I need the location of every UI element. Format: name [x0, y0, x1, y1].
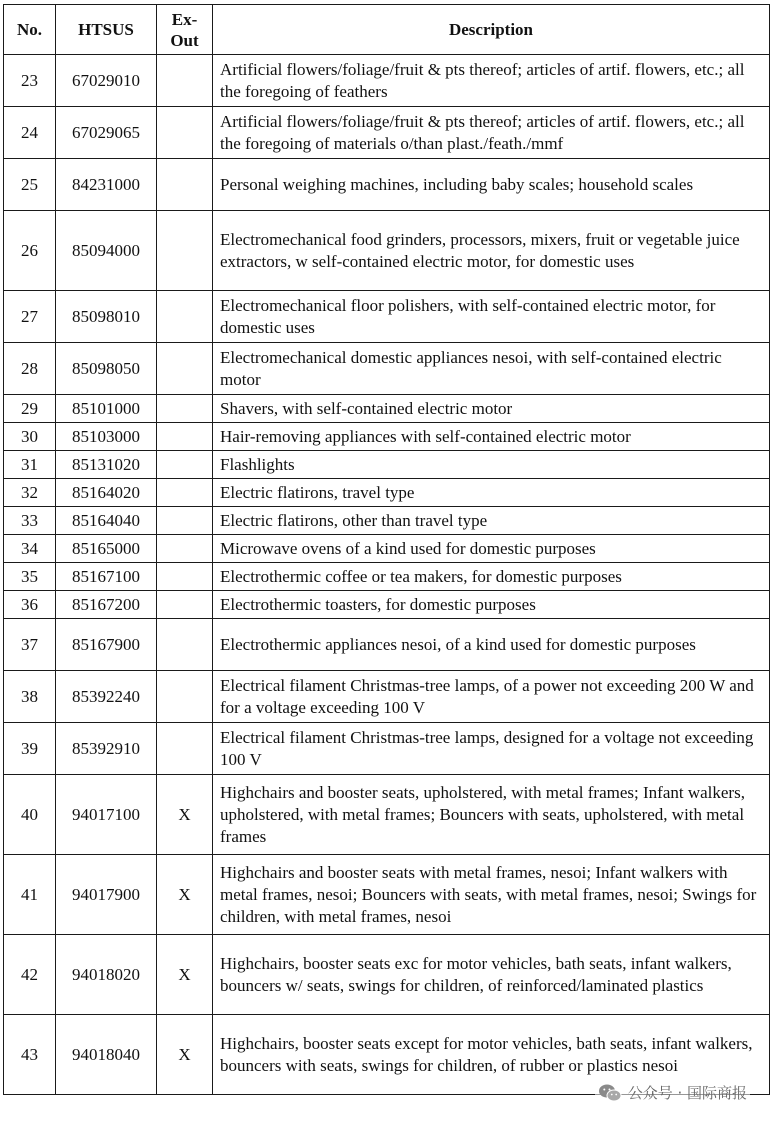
cell-no: 30 — [4, 423, 56, 451]
table-row — [4, 671, 770, 723]
cell-no: 35 — [4, 563, 56, 591]
cell-ex-out — [157, 563, 213, 591]
cell-description: Artificial flowers/foliage/fruit & pts thereof; articles of artif. flowers, etc.; all the foregoing of feathers — [213, 55, 770, 107]
cell-description: Electrothermic coffee or tea makers, for domestic purposes — [213, 563, 770, 591]
table-row — [4, 451, 770, 479]
cell-description: Shavers, with self-contained electric motor — [213, 395, 770, 423]
cell-ex-out — [157, 535, 213, 563]
cell-description: Electromechanical floor polishers, with self-contained electric motor, for domestic uses — [213, 291, 770, 343]
cell-htsus: 85094000 — [56, 211, 157, 291]
cell-htsus: 94018040 — [56, 1015, 157, 1095]
cell-description: Personal weighing machines, including baby scales; household scales — [213, 159, 770, 211]
cell-description: Electromechanical domestic appliances nesoi, with self-contained electric motor — [213, 343, 770, 395]
cell-htsus: 85164040 — [56, 507, 157, 535]
header-description: Description — [213, 5, 770, 55]
header-ex-out-line2: Out — [170, 30, 199, 50]
cell-no: 38 — [4, 671, 56, 723]
cell-description: Electric flatirons, travel type — [213, 479, 770, 507]
cell-htsus: 85165000 — [56, 535, 157, 563]
cell-ex-out: X — [157, 775, 213, 855]
cell-htsus: 94017900 — [56, 855, 157, 935]
table-row — [4, 291, 770, 343]
cell-ex-out — [157, 423, 213, 451]
cell-description: Hair-removing appliances with self-contained electric motor — [213, 423, 770, 451]
cell-no: 31 — [4, 451, 56, 479]
cell-no: 41 — [4, 855, 56, 935]
cell-ex-out: X — [157, 935, 213, 1015]
cell-ex-out — [157, 343, 213, 395]
cell-ex-out — [157, 107, 213, 159]
cell-ex-out — [157, 159, 213, 211]
cell-ex-out — [157, 395, 213, 423]
cell-ex-out — [157, 619, 213, 671]
cell-no: 33 — [4, 507, 56, 535]
cell-ex-out — [157, 671, 213, 723]
cell-htsus: 85103000 — [56, 423, 157, 451]
cell-htsus: 85167100 — [56, 563, 157, 591]
cell-no: 42 — [4, 935, 56, 1015]
wechat-icon — [598, 1083, 622, 1103]
cell-no: 26 — [4, 211, 56, 291]
cell-no: 39 — [4, 723, 56, 775]
table-row — [4, 55, 770, 107]
table-row — [4, 935, 770, 1015]
table-row — [4, 535, 770, 563]
cell-ex-out: X — [157, 1015, 213, 1095]
cell-no: 28 — [4, 343, 56, 395]
table-row — [4, 343, 770, 395]
table-row — [4, 563, 770, 591]
cell-no: 40 — [4, 775, 56, 855]
cell-description: Electrical filament Christmas-tree lamps, designed for a voltage not exceeding 100 V — [213, 723, 770, 775]
header-htsus: HTSUS — [56, 5, 157, 55]
cell-htsus: 85392240 — [56, 671, 157, 723]
cell-description: Electrothermic toasters, for domestic purposes — [213, 591, 770, 619]
watermark-text: 公众号 · 国际商报 — [627, 1084, 747, 1102]
cell-htsus: 94018020 — [56, 935, 157, 1015]
header-ex-out-line1: Ex- — [171, 9, 198, 29]
cell-htsus: 85098010 — [56, 291, 157, 343]
cell-ex-out — [157, 451, 213, 479]
cell-htsus: 85098050 — [56, 343, 157, 395]
cell-no: 36 — [4, 591, 56, 619]
table-row — [4, 395, 770, 423]
cell-no: 43 — [4, 1015, 56, 1095]
cell-htsus: 67029010 — [56, 55, 157, 107]
cell-htsus: 85101000 — [56, 395, 157, 423]
cell-htsus: 84231000 — [56, 159, 157, 211]
cell-htsus: 94017100 — [56, 775, 157, 855]
cell-htsus: 85131020 — [56, 451, 157, 479]
table-row — [4, 855, 770, 935]
cell-no: 34 — [4, 535, 56, 563]
table-row — [4, 107, 770, 159]
table-header-row — [4, 5, 770, 55]
cell-description: Highchairs and booster seats, upholstered, with metal frames; Infant walkers, upholstered, with metal frames; Bouncers with seats, upholstered, with metal frames — [213, 775, 770, 855]
cell-description: Electrical filament Christmas-tree lamps, of a power not exceeding 200 W and for a voltage exceeding 100 V — [213, 671, 770, 723]
cell-no: 27 — [4, 291, 56, 343]
cell-description: Artificial flowers/foliage/fruit & pts thereof; articles of artif. flowers, etc.; all the foregoing of materials o/than plast./feath./mmf — [213, 107, 770, 159]
cell-description: Electromechanical food grinders, processors, mixers, fruit or vegetable juice extractors, w self-contained electric motor, for domestic uses — [213, 211, 770, 291]
cell-no: 29 — [4, 395, 56, 423]
header-ex-out — [157, 5, 213, 55]
table-row — [4, 591, 770, 619]
cell-description: Flashlights — [213, 451, 770, 479]
table-row — [4, 479, 770, 507]
cell-htsus: 85167200 — [56, 591, 157, 619]
cell-no: 23 — [4, 55, 56, 107]
table-row — [4, 775, 770, 855]
cell-description: Microwave ovens of a kind used for domestic purposes — [213, 535, 770, 563]
table-row — [4, 159, 770, 211]
table-row — [4, 423, 770, 451]
cell-ex-out — [157, 291, 213, 343]
cell-ex-out — [157, 507, 213, 535]
cell-description: Highchairs and booster seats with metal frames, nesoi; Infant walkers with metal frames, nesoi; Bouncers with seats, with metal frames, nesoi; Swings for children, with metal frames, nesoi — [213, 855, 770, 935]
cell-ex-out — [157, 211, 213, 291]
cell-no: 25 — [4, 159, 56, 211]
cell-no: 37 — [4, 619, 56, 671]
table-row — [4, 507, 770, 535]
cell-description: Electrothermic appliances nesoi, of a kind used for domestic purposes — [213, 619, 770, 671]
cell-ex-out — [157, 591, 213, 619]
cell-description: Highchairs, booster seats except for motor vehicles, bath seats, infant walkers, bouncers with seats, swings for children, of rubber or plastics nesoi — [213, 1015, 770, 1095]
cell-htsus: 85164020 — [56, 479, 157, 507]
cell-htsus: 85167900 — [56, 619, 157, 671]
cell-no: 24 — [4, 107, 56, 159]
cell-ex-out: X — [157, 855, 213, 935]
watermark — [595, 1081, 750, 1104]
cell-htsus: 67029065 — [56, 107, 157, 159]
cell-ex-out — [157, 723, 213, 775]
table-row — [4, 619, 770, 671]
cell-no: 32 — [4, 479, 56, 507]
cell-description: Electric flatirons, other than travel type — [213, 507, 770, 535]
cell-ex-out — [157, 479, 213, 507]
cell-description: Highchairs, booster seats exc for motor vehicles, bath seats, infant walkers, bouncers w/ seats, swings for children, of reinforced/laminated plastics — [213, 935, 770, 1015]
cell-ex-out — [157, 55, 213, 107]
htsus-table — [3, 4, 770, 1095]
header-no: No. — [4, 5, 56, 55]
table-row — [4, 211, 770, 291]
table-row — [4, 723, 770, 775]
cell-htsus: 85392910 — [56, 723, 157, 775]
